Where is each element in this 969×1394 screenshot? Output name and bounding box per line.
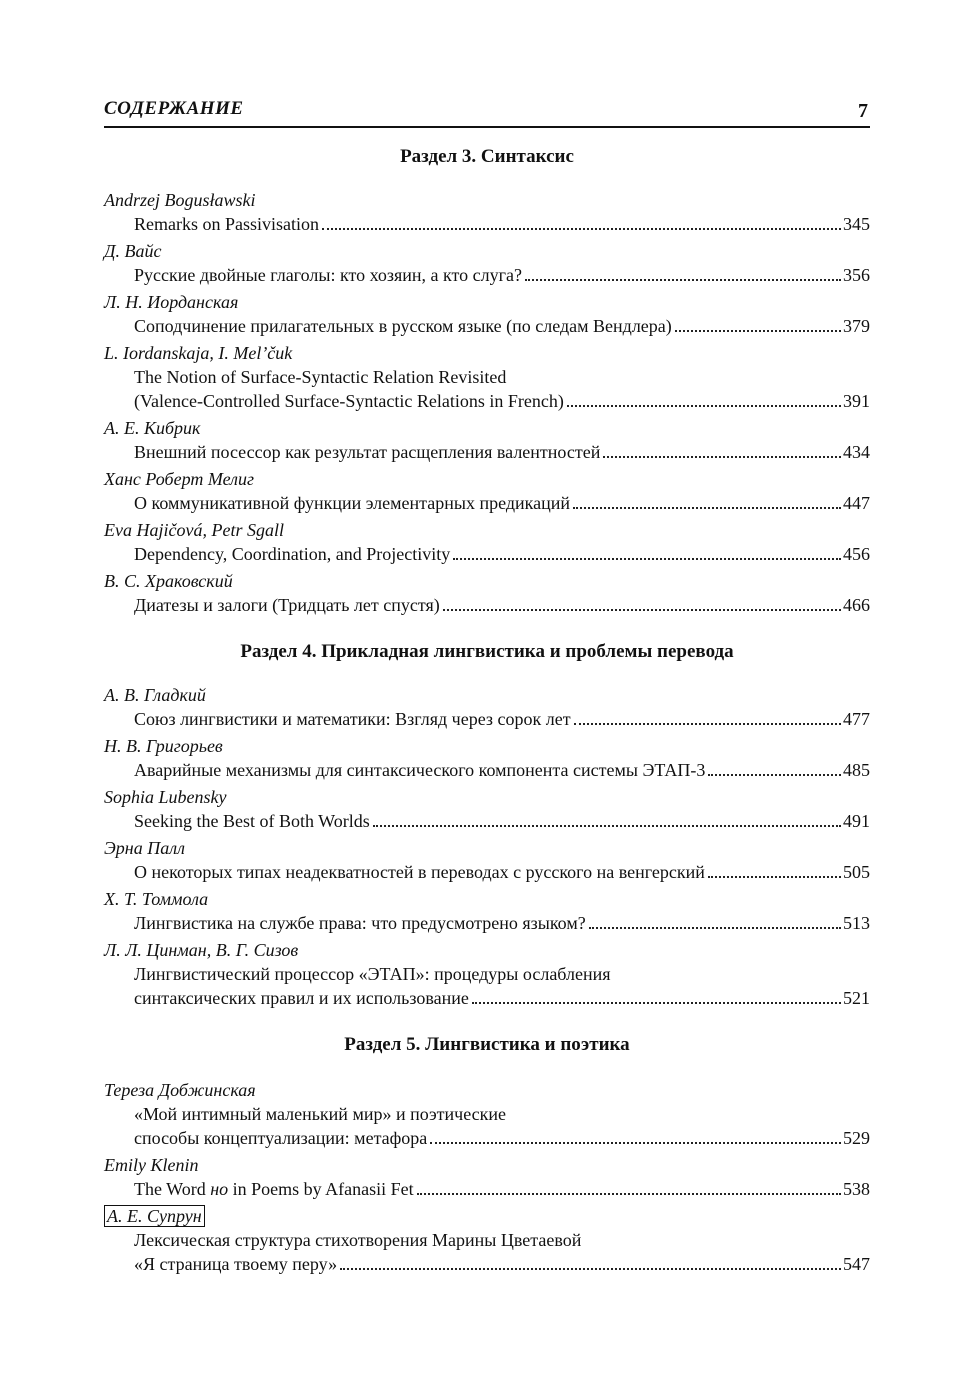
entry-title-final-line xyxy=(104,212,870,236)
entry-page-number: 521 xyxy=(843,988,870,1008)
toc-page xyxy=(104,96,870,1279)
entry-author xyxy=(104,290,870,314)
toc-entry xyxy=(104,1153,870,1201)
entry-page-number: 379 xyxy=(843,316,870,336)
entry-title-line: «Мой интимный маленький мир» и поэтические xyxy=(134,1104,507,1124)
toc-entry xyxy=(104,785,870,833)
entry-title-final-line xyxy=(104,911,870,935)
entry-title-final-line xyxy=(104,707,870,731)
entry-title-final-line xyxy=(104,809,870,833)
entry-title-text: Seeking the Best of Both Worlds xyxy=(134,811,370,831)
toc-entry xyxy=(104,938,870,1010)
running-header xyxy=(104,96,870,128)
entry-author xyxy=(104,836,870,860)
entry-author-name: Эрна Палл xyxy=(104,838,185,858)
dot-leader xyxy=(443,609,841,611)
entry-page-number: 529 xyxy=(843,1128,870,1148)
entry-page-number: 485 xyxy=(843,760,870,780)
dot-leader xyxy=(589,927,841,929)
entry-author xyxy=(104,569,870,593)
entry-author-name: Л. Н. Иорданская xyxy=(104,292,239,312)
toc-entry xyxy=(104,416,870,464)
dot-leader xyxy=(472,1002,841,1004)
entry-author xyxy=(104,518,870,542)
entry-title-line: Лексическая структура стихотворения Марины Цветаевой xyxy=(134,1230,582,1250)
entry-author-name: Л. Л. Цинман, В. Г. Сизов xyxy=(104,940,299,960)
toc-entry xyxy=(104,887,870,935)
dot-leader xyxy=(567,405,841,407)
dot-leader xyxy=(573,507,841,509)
entry-page-number: 345 xyxy=(843,214,870,234)
entry-page-number: 434 xyxy=(843,442,870,462)
dot-leader xyxy=(322,228,841,230)
entry-author-name: Н. В. Григорьев xyxy=(104,736,223,756)
entry-page-number: 538 xyxy=(843,1179,870,1199)
entry-author xyxy=(104,683,870,707)
entry-page-number: 466 xyxy=(843,595,870,615)
toc-entry xyxy=(104,1204,870,1276)
entry-title-line: Лингвистический процессор «ЭТАП»: процедуры ослабления xyxy=(134,964,611,984)
entry-title-final-line xyxy=(104,758,870,782)
toc-entry xyxy=(104,683,870,731)
dot-leader xyxy=(373,825,841,827)
entry-author-name: А. Е. Супрун xyxy=(104,1205,205,1227)
header-title: СОДЕРЖАНИЕ xyxy=(104,98,244,119)
entry-title-text: Лингвистика на службе права: что предусмотрено языком? xyxy=(134,913,586,933)
entry-page-number: 391 xyxy=(843,391,870,411)
dot-leader xyxy=(453,558,841,560)
entry-title-text: «Я страница твоему перу» xyxy=(134,1254,338,1274)
entry-author-name: Д. Вайс xyxy=(104,241,162,261)
entry-author xyxy=(104,887,870,911)
toc-entry xyxy=(104,734,870,782)
entry-page-number: 356 xyxy=(843,265,870,285)
dot-leader xyxy=(430,1142,841,1144)
dot-leader xyxy=(708,876,841,878)
dot-leader xyxy=(603,456,841,458)
entry-author-name: Emily Klenin xyxy=(104,1155,199,1175)
entry-title-text: Аварийные механизмы для синтаксического компонента системы ЭТАП-3 xyxy=(134,760,706,780)
entry-title-final-line xyxy=(104,440,870,464)
entry-title-final-line xyxy=(104,593,870,617)
entry-title-text: Внешний посессор как результат расщепления валентностей xyxy=(134,442,601,462)
entry-title-final-line xyxy=(104,860,870,884)
dot-leader xyxy=(574,723,841,725)
table-of-contents xyxy=(104,146,870,1276)
entry-title-text: Соподчинение прилагательных в русском языке (по следам Вендлера) xyxy=(134,316,672,336)
entry-title-final-line xyxy=(104,1177,870,1201)
section-title: Раздел 5. Лингвистика и поэтика xyxy=(344,1034,630,1055)
entry-page-number: 491 xyxy=(843,811,870,831)
entry-title-final-line xyxy=(104,263,870,287)
entry-author xyxy=(104,239,870,263)
entry-author-name: А. Е. Кибрик xyxy=(104,418,201,438)
entry-title-tail: in Poems by Afanasii Fet xyxy=(232,1179,414,1199)
entry-author xyxy=(104,1204,870,1228)
page-number: 7 xyxy=(858,100,868,122)
entry-title-text: (Valence-Controlled Surface-Syntactic Relations in French) xyxy=(134,391,564,411)
entry-page-number: 456 xyxy=(843,544,870,564)
entry-page-number: 505 xyxy=(843,862,870,882)
entry-title-text: The Word но in Poems by Afanasii Fet xyxy=(134,1179,414,1199)
entry-author-name: Тереза Добжинская xyxy=(104,1080,256,1100)
entry-author-name: А. В. Гладкий xyxy=(104,685,206,705)
toc-entry xyxy=(104,569,870,617)
entry-author-name: Ханс Роберт Мелиг xyxy=(104,469,254,489)
toc-entry xyxy=(104,188,870,236)
entry-title-text: Русские двойные глаголы: кто хозяин, а кто слуга? xyxy=(134,265,523,285)
entry-author xyxy=(104,188,870,212)
entry-author xyxy=(104,467,870,491)
entry-title-text: Союз лингвистики и математики: Взгляд через сорок лет xyxy=(134,709,571,729)
entry-author xyxy=(104,416,870,440)
toc-entry xyxy=(104,1078,870,1150)
entry-title-final-line xyxy=(104,1126,870,1150)
entry-page-number: 477 xyxy=(843,709,870,729)
entry-title-final-line xyxy=(104,1252,870,1276)
toc-entry xyxy=(104,239,870,287)
entry-title-text: Dependency, Coordination, and Projectivity xyxy=(134,544,451,564)
entry-title-final-line xyxy=(104,542,870,566)
dot-leader xyxy=(417,1193,841,1195)
toc-entry xyxy=(104,467,870,515)
entry-title-final-line xyxy=(104,314,870,338)
entry-page-number: 513 xyxy=(843,913,870,933)
toc-entry xyxy=(104,341,870,413)
section-title: Раздел 4. Прикладная лингвистика и проблемы перевода xyxy=(240,641,734,662)
entry-title-text: О некоторых типах неадекватностей в переводах с русского на венгерский xyxy=(134,862,705,882)
entry-title-text: синтаксических правил и их использование xyxy=(134,988,469,1008)
entry-author xyxy=(104,1078,870,1102)
entry-author xyxy=(104,785,870,809)
dot-leader xyxy=(675,330,841,332)
entry-author-name: В. С. Храковский xyxy=(104,571,233,591)
entry-author xyxy=(104,938,870,962)
entry-author-name: Х. Т. Томмола xyxy=(104,889,209,909)
entry-page-number: 547 xyxy=(843,1254,870,1274)
dot-leader xyxy=(340,1268,841,1270)
entry-author xyxy=(104,341,870,365)
entry-title-text: способы концептуализации: метафора xyxy=(134,1128,428,1148)
toc-entry xyxy=(104,518,870,566)
toc-entry xyxy=(104,836,870,884)
dot-leader xyxy=(708,774,841,776)
entry-title-final-line xyxy=(104,389,870,413)
entry-title-line: The Notion of Surface-Syntactic Relation Revisited xyxy=(134,367,507,387)
entry-title-text: О коммуникативной функции элементарных предикаций xyxy=(134,493,571,513)
entry-title-text: Remarks on Passivisation xyxy=(134,214,319,234)
entry-title-final-line xyxy=(104,491,870,515)
toc-entry xyxy=(104,290,870,338)
entry-author-name: Sophia Lubensky xyxy=(104,787,227,807)
section-title: Раздел 3. Синтаксис xyxy=(400,146,574,167)
entry-title-final-line xyxy=(104,986,870,1010)
entry-author-name: Eva Hajičová, Petr Sgall xyxy=(104,520,284,540)
entry-title-text: Диатезы и залоги (Тридцать лет спустя) xyxy=(134,595,440,615)
entry-author xyxy=(104,734,870,758)
dot-leader xyxy=(525,279,841,281)
entry-author xyxy=(104,1153,870,1177)
entry-title-italic: но xyxy=(210,1179,229,1199)
entry-author-name: Andrzej Bogusławski xyxy=(104,190,256,210)
entry-author-name: L. Iordanskaja, I. Mel’čuk xyxy=(104,343,293,363)
entry-page-number: 447 xyxy=(843,493,870,513)
